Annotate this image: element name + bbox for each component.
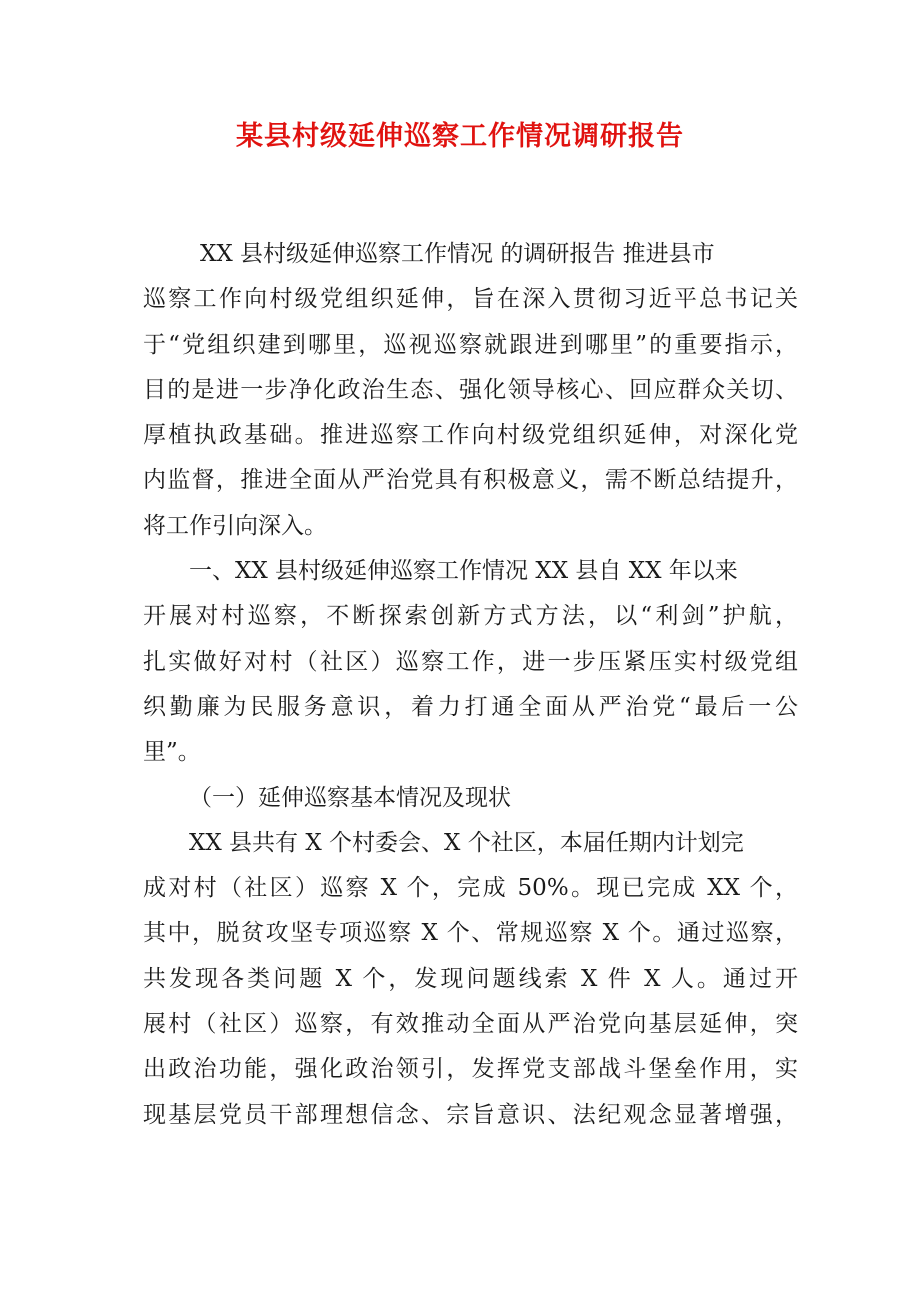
body-line: 扎实做好对村（社区）巡察工作，进一步压紧压实村级党组	[143, 648, 798, 675]
body-line: 展村（社区）巡察，有效推动全面从严治党向基层延伸，突	[143, 1011, 798, 1038]
body-line: 出政治功能，强化政治领引，发挥党支部战斗堡垒作用，实	[143, 1056, 798, 1083]
section-heading-line: 一、XX 县村级延伸巡察工作情况 XX 县自 XX 年以来	[189, 558, 738, 585]
body-line: 现基层党员干部理想信念、宗旨意识、法纪观念显著增强，	[143, 1101, 798, 1128]
body-line: XX 县共有 X 个村委会、X 个社区，本届任期内计划完	[189, 829, 744, 856]
body-line: XX 县村级延伸巡察工作情况 的调研报告 推进县市	[200, 241, 715, 267]
body-line: 共发现各类问题 X 个，发现问题线索 X 件 X 人。通过开	[143, 965, 798, 992]
body-line: 里”。	[143, 739, 201, 766]
subsection-heading: （一）延伸巡察基本情况及现状	[189, 784, 511, 811]
body-line: 内监督，推进全面从严治党具有积极意义，需不断总结提升，	[143, 467, 798, 494]
document-title: 某县村级延伸巡察工作情况调研报告	[236, 121, 684, 152]
body-line: 目的是进一步净化政治生态、强化领导核心、回应群众关切、	[143, 376, 798, 403]
body-line: 巡察工作向村级党组织延伸，旨在深入贯彻习近平总书记关	[143, 286, 798, 313]
body-line: 其中，脱贫攻坚专项巡察 X 个、常规巡察 X 个。通过巡察，	[143, 920, 798, 947]
body-line: 织勤廉为民服务意识，着力打通全面从严治党“最后一公	[143, 693, 798, 720]
body-line: 成对村（社区）巡察 X 个，完成 50%。现已完成 XX 个，	[143, 875, 798, 902]
document-body	[143, 232, 798, 1138]
body-line: 将工作引向深入。	[143, 512, 327, 539]
body-line: 厚植执政基础。推进巡察工作向村级党组织延伸，对深化党	[143, 422, 798, 449]
body-line: 开展对村巡察，不断探索创新方式方法，以“利剑”护航，	[143, 603, 798, 630]
body-line: 于“党组织建到哪里，巡视巡察就跟进到哪里”的重要指示，	[143, 331, 798, 358]
